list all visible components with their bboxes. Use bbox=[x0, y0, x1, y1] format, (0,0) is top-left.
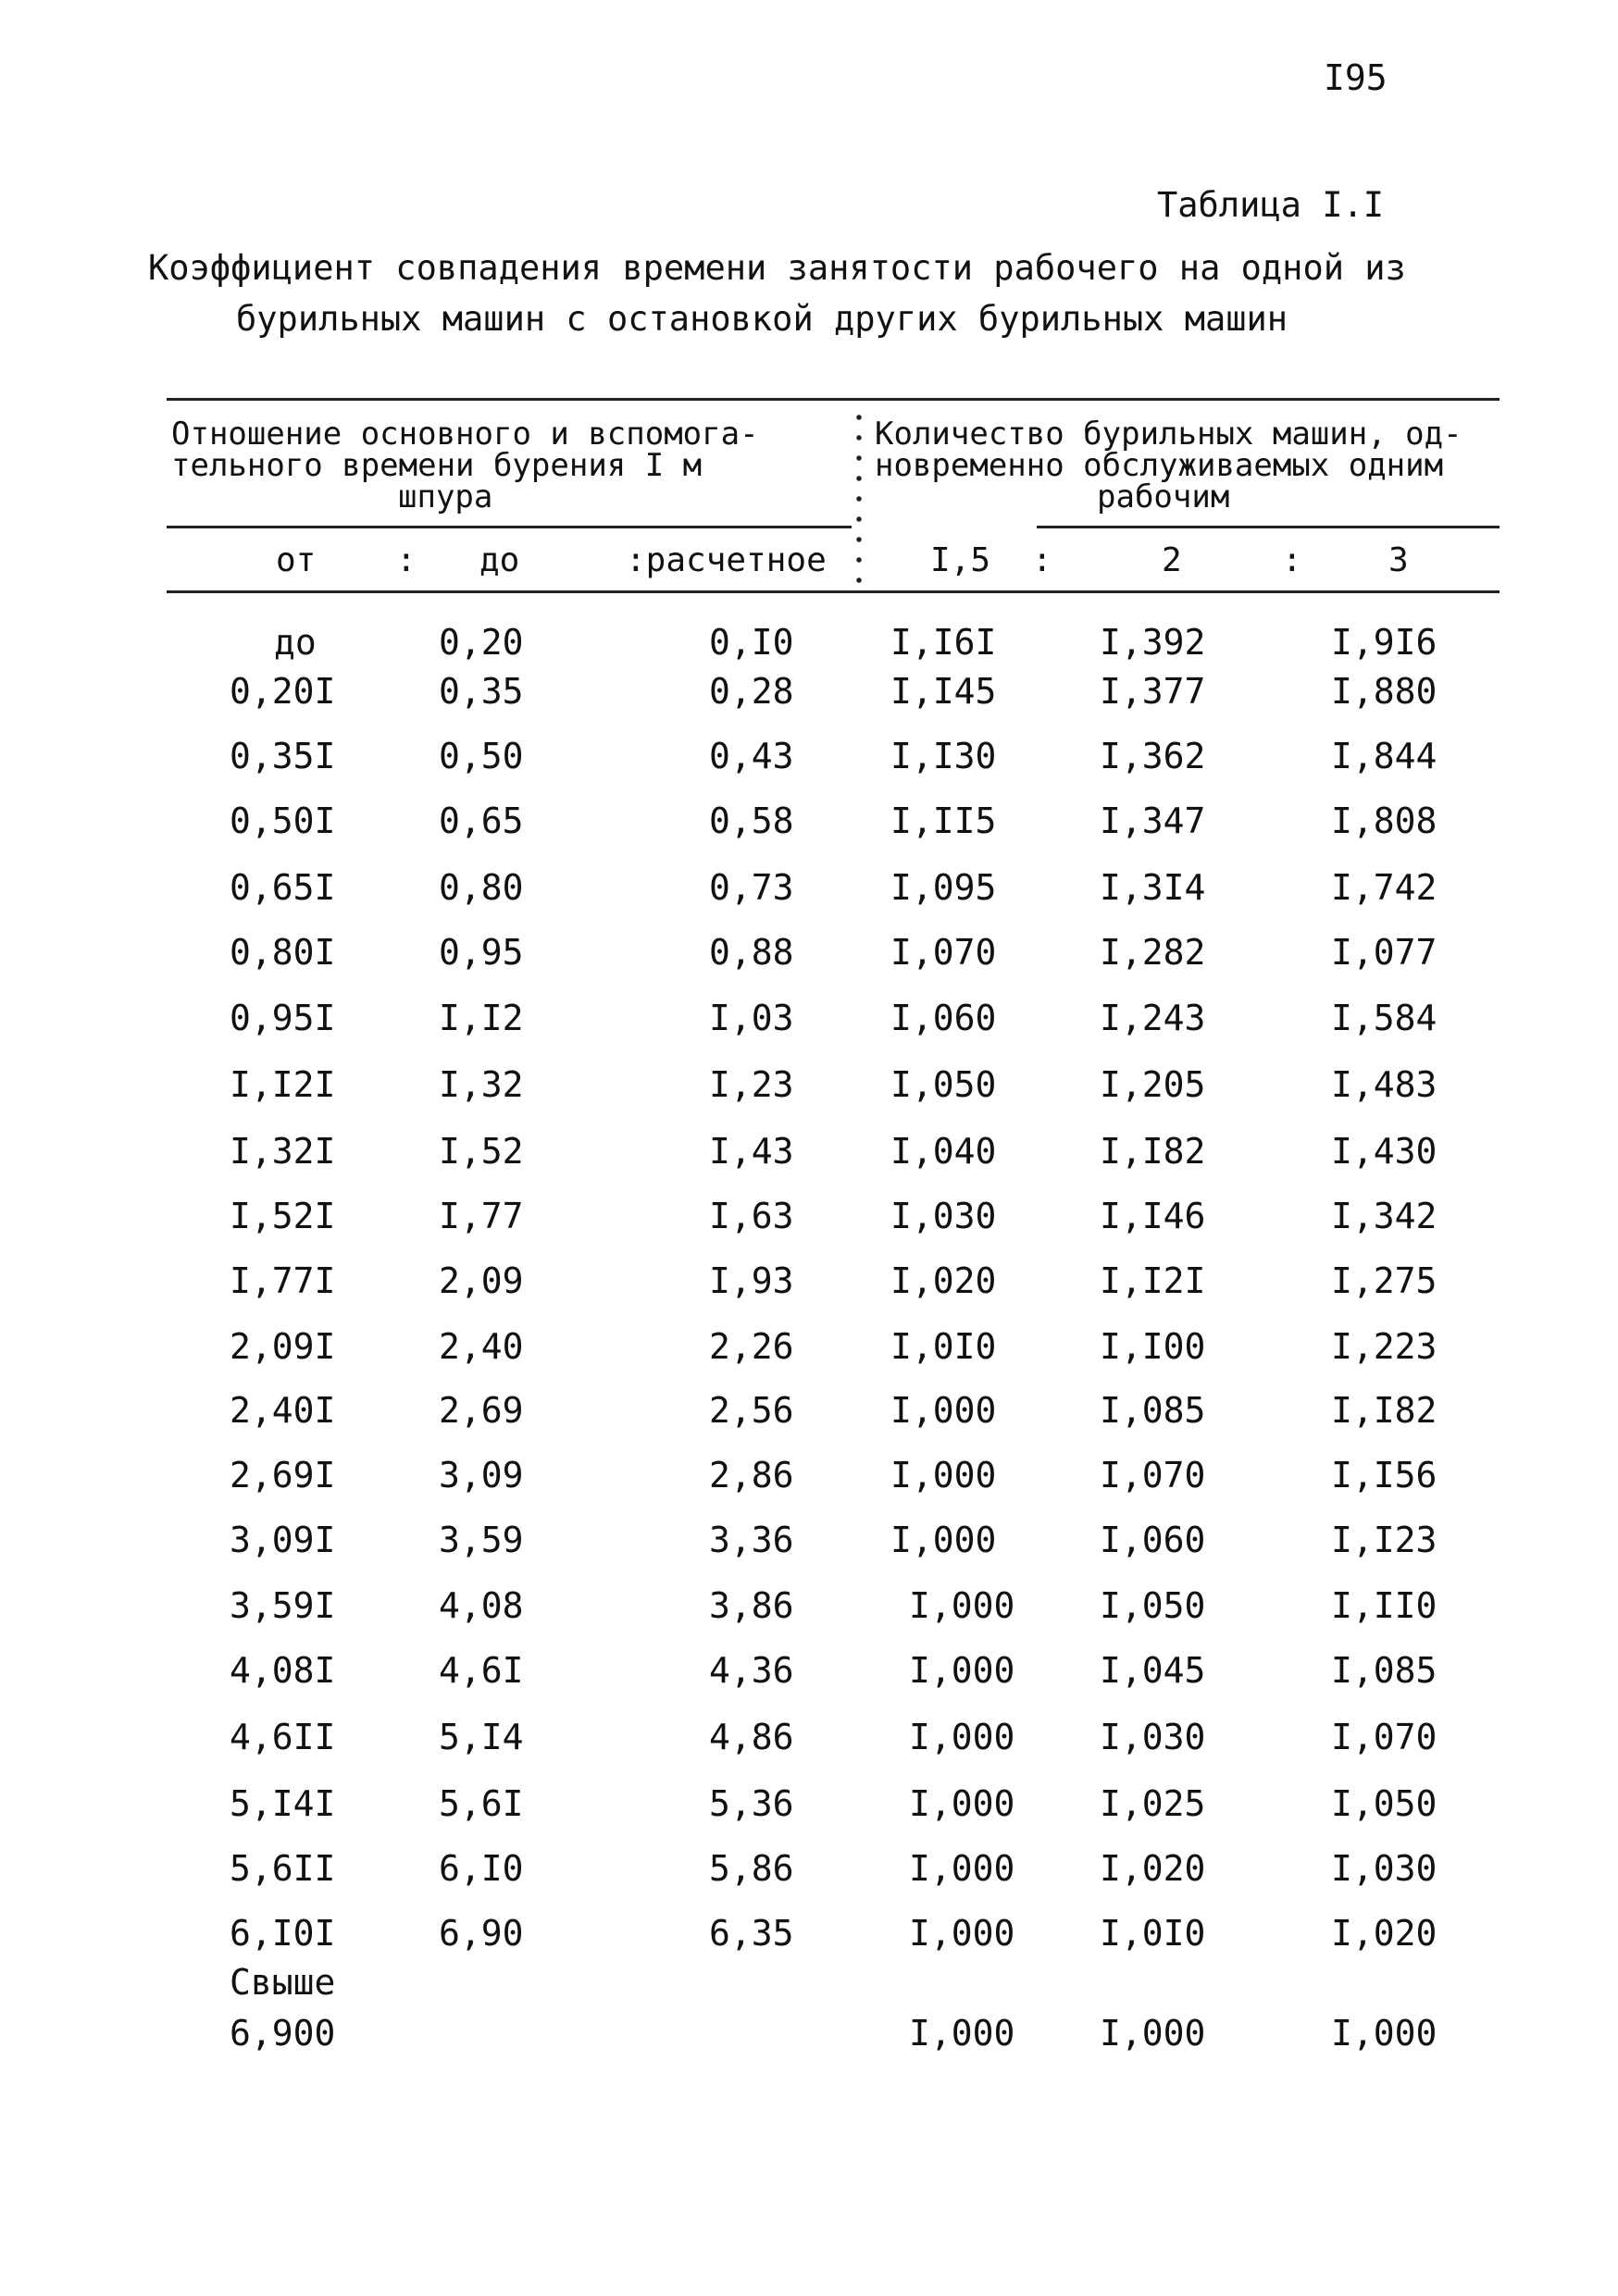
cell-machines-1-5: I,050 bbox=[890, 1064, 997, 1105]
cell-to: 2,40 bbox=[439, 1326, 524, 1367]
cell-calculated: 4,36 bbox=[709, 1650, 794, 1691]
cell-machines-1-5: I,000 bbox=[890, 1520, 997, 1560]
cell-machines-3: I,050 bbox=[1331, 1783, 1438, 1824]
cell-from: I,I2I bbox=[230, 1064, 336, 1105]
cell-machines-1-5: I,000 bbox=[890, 1390, 997, 1431]
table-row bbox=[0, 998, 1618, 1053]
table-row bbox=[0, 1848, 1618, 1904]
cell-calculated: 0,43 bbox=[709, 736, 794, 776]
cell-machines-2: I,085 bbox=[1100, 1390, 1206, 1431]
cell-machines-2: I,I00 bbox=[1100, 1326, 1206, 1367]
table-row bbox=[0, 1326, 1618, 1382]
cell-machines-2: I,392 bbox=[1100, 622, 1206, 663]
subheader-separator: : bbox=[1282, 541, 1302, 579]
cell-machines-1-5: I,000 bbox=[909, 1783, 1015, 1824]
cell-to: 5,I4 bbox=[439, 1717, 524, 1757]
cell-machines-2: I,205 bbox=[1100, 1064, 1206, 1105]
subheader-separator: : bbox=[396, 541, 417, 579]
cell-calculated: 0,73 bbox=[709, 867, 794, 908]
subheader-to: до bbox=[479, 541, 520, 579]
cell-machines-3: I,077 bbox=[1331, 932, 1438, 973]
cell-to: 6,I0 bbox=[439, 1848, 524, 1889]
cell-machines-1-5: I,000 bbox=[890, 1455, 997, 1496]
table-row bbox=[0, 932, 1618, 987]
cell-machines-1-5: I,000 bbox=[909, 1717, 1015, 1757]
table-row bbox=[0, 1650, 1618, 1706]
cell-calculated: 2,56 bbox=[709, 1390, 794, 1431]
table-row bbox=[0, 1783, 1618, 1839]
cell-to: 0,35 bbox=[439, 671, 524, 712]
cell-machines-3: I,000 bbox=[1331, 2013, 1438, 2054]
cell-from: I,52I bbox=[230, 1196, 336, 1236]
cell-machines-3: I,070 bbox=[1331, 1717, 1438, 1757]
cell-from: до bbox=[274, 622, 317, 663]
cell-to: 0,20 bbox=[439, 622, 524, 663]
cell-calculated: 0,28 bbox=[709, 671, 794, 712]
cell-machines-3: I,275 bbox=[1331, 1260, 1438, 1301]
cell-to: 2,09 bbox=[439, 1260, 524, 1301]
cell-machines-2: I,3I4 bbox=[1100, 867, 1206, 908]
cell-from: 0,35I bbox=[230, 736, 336, 776]
cell-machines-3: I,I23 bbox=[1331, 1520, 1438, 1560]
cell-machines-1-5: I,040 bbox=[890, 1131, 997, 1172]
cell-from: I,32I bbox=[230, 1131, 336, 1172]
cell-to: 6,90 bbox=[439, 1913, 524, 1954]
cell-machines-3: I,223 bbox=[1331, 1326, 1438, 1367]
cell-calculated: 3,86 bbox=[709, 1585, 794, 1626]
cell-machines-1-5: I,000 bbox=[909, 1848, 1015, 1889]
table-row bbox=[0, 800, 1618, 856]
table-row-last bbox=[0, 1962, 1618, 2017]
table-label: Таблица I.I bbox=[1157, 185, 1385, 225]
cell-machines-3: I,020 bbox=[1331, 1913, 1438, 1954]
cell-machines-2: I,I82 bbox=[1100, 1131, 1206, 1172]
header-right-line-3: рабочим bbox=[1097, 478, 1230, 515]
cell-machines-1-5: I,000 bbox=[909, 1650, 1015, 1691]
cell-calculated: 5,36 bbox=[709, 1783, 794, 1824]
cell-from: 0,50I bbox=[230, 800, 336, 841]
cell-machines-2: I,060 bbox=[1100, 1520, 1206, 1560]
cell-from: 3,09I bbox=[230, 1520, 336, 1560]
cell-machines-2: I,045 bbox=[1100, 1650, 1206, 1691]
subheader-separator: : bbox=[1032, 541, 1052, 579]
header-left-line-3: шпура bbox=[398, 478, 493, 515]
cell-to: 4,6I bbox=[439, 1650, 524, 1691]
subheader-machines-2: 2 bbox=[1162, 541, 1182, 579]
cell-machines-3: I,I82 bbox=[1331, 1390, 1438, 1431]
subheader-machines-3: 3 bbox=[1388, 541, 1409, 579]
cell-from: I,77I bbox=[230, 1260, 336, 1301]
cell-from: 6,900 bbox=[230, 2013, 336, 2054]
cell-to: 2,69 bbox=[439, 1390, 524, 1431]
table-title-line-2: бурильных машин с остановкой других бурильных машин bbox=[236, 299, 1288, 339]
cell-machines-2: I,070 bbox=[1100, 1455, 1206, 1496]
cell-machines-3: I,030 bbox=[1331, 1848, 1438, 1889]
cell-machines-2: I,030 bbox=[1100, 1717, 1206, 1757]
cell-machines-1-5: I,000 bbox=[909, 1585, 1015, 1626]
cell-machines-2: I,I2I bbox=[1100, 1260, 1206, 1301]
cell-from: Свыше bbox=[230, 1962, 336, 2003]
cell-machines-3: I,9I6 bbox=[1331, 622, 1438, 663]
cell-machines-1-5: I,000 bbox=[909, 2013, 1015, 2054]
cell-from: 0,80I bbox=[230, 932, 336, 973]
cell-machines-1-5: I,020 bbox=[890, 1260, 997, 1301]
cell-to: 0,80 bbox=[439, 867, 524, 908]
table-row bbox=[0, 1390, 1618, 1446]
cell-to: 0,95 bbox=[439, 932, 524, 973]
header-left-line-2: тельного времени бурения I м bbox=[171, 447, 703, 484]
cell-calculated: 0,88 bbox=[709, 932, 794, 973]
cell-machines-1-5: I,060 bbox=[890, 998, 997, 1038]
cell-to: 5,6I bbox=[439, 1783, 524, 1824]
cell-from: 0,95I bbox=[230, 998, 336, 1038]
cell-machines-3: I,342 bbox=[1331, 1196, 1438, 1236]
cell-calculated: I,63 bbox=[709, 1196, 794, 1236]
header-right-line-1: Количество бурильных машин, од- bbox=[875, 416, 1462, 453]
cell-machines-2: I,347 bbox=[1100, 800, 1206, 841]
header-left-line-1: Отношение основного и вспомога- bbox=[171, 416, 759, 453]
header-right-rule bbox=[1037, 526, 1500, 528]
cell-from: 0,20I bbox=[230, 671, 336, 712]
table-row bbox=[0, 1064, 1618, 1120]
table-row bbox=[0, 1131, 1618, 1186]
table-row bbox=[0, 1585, 1618, 1641]
cell-machines-1-5: I,030 bbox=[890, 1196, 997, 1236]
cell-from: 4,08I bbox=[230, 1650, 336, 1691]
cell-to: I,32 bbox=[439, 1064, 524, 1105]
cell-machines-1-5: I,0I0 bbox=[890, 1326, 997, 1367]
cell-calculated: 4,86 bbox=[709, 1717, 794, 1757]
cell-calculated: 0,I0 bbox=[709, 622, 794, 663]
cell-machines-3: I,483 bbox=[1331, 1064, 1438, 1105]
cell-from: 4,6II bbox=[230, 1717, 336, 1757]
cell-calculated: 2,26 bbox=[709, 1326, 794, 1367]
cell-calculated: I,23 bbox=[709, 1064, 794, 1105]
cell-calculated: 6,35 bbox=[709, 1913, 794, 1954]
table-top-rule bbox=[167, 398, 1500, 401]
cell-from: 2,09I bbox=[230, 1326, 336, 1367]
cell-to: 0,65 bbox=[439, 800, 524, 841]
cell-machines-3: I,844 bbox=[1331, 736, 1438, 776]
cell-machines-2: I,243 bbox=[1100, 998, 1206, 1038]
cell-machines-1-5: I,095 bbox=[890, 867, 997, 908]
cell-from: 6,I0I bbox=[230, 1913, 336, 1954]
cell-machines-3: I,085 bbox=[1331, 1650, 1438, 1691]
cell-from: 5,6II bbox=[230, 1848, 336, 1889]
cell-machines-2: I,0I0 bbox=[1100, 1913, 1206, 1954]
subheader-calculated: :расчетное bbox=[626, 541, 827, 579]
cell-calculated: 3,36 bbox=[709, 1520, 794, 1560]
cell-machines-2: I,362 bbox=[1100, 736, 1206, 776]
cell-from: 2,40I bbox=[230, 1390, 336, 1431]
cell-to: I,77 bbox=[439, 1196, 524, 1236]
cell-to: 0,50 bbox=[439, 736, 524, 776]
cell-machines-3: I,808 bbox=[1331, 800, 1438, 841]
cell-machines-2: I,020 bbox=[1100, 1848, 1206, 1889]
cell-calculated: I,93 bbox=[709, 1260, 794, 1301]
cell-machines-1-5: I,070 bbox=[890, 932, 997, 973]
cell-calculated: 0,58 bbox=[709, 800, 794, 841]
subheader-machines-1-5: I,5 bbox=[930, 541, 991, 579]
cell-to: I,52 bbox=[439, 1131, 524, 1172]
cell-from: 3,59I bbox=[230, 1585, 336, 1626]
cell-machines-1-5: I,000 bbox=[909, 1913, 1015, 1954]
cell-machines-1-5: I,I45 bbox=[890, 671, 997, 712]
cell-machines-2: I,282 bbox=[1100, 932, 1206, 973]
cell-to: 4,08 bbox=[439, 1585, 524, 1626]
table-row bbox=[0, 1520, 1618, 1575]
table-row bbox=[0, 1455, 1618, 1510]
table-row bbox=[0, 671, 1618, 726]
page-number: I95 bbox=[1324, 57, 1388, 98]
table-row bbox=[0, 867, 1618, 923]
table-row bbox=[0, 736, 1618, 791]
header-column-divider bbox=[856, 407, 862, 592]
cell-from: 2,69I bbox=[230, 1455, 336, 1496]
table-row-last-values bbox=[0, 2013, 1618, 2068]
cell-to: 3,59 bbox=[439, 1520, 524, 1560]
cell-machines-1-5: I,I30 bbox=[890, 736, 997, 776]
subheader-from: от bbox=[276, 541, 317, 579]
cell-machines-3: I,742 bbox=[1331, 867, 1438, 908]
cell-from: 5,I4I bbox=[230, 1783, 336, 1824]
header-right-line-2: новременно обслуживаемых одним bbox=[875, 447, 1444, 484]
table-row bbox=[0, 1196, 1618, 1251]
cell-machines-1-5: I,II5 bbox=[890, 800, 997, 841]
cell-calculated: I,03 bbox=[709, 998, 794, 1038]
cell-machines-1-5: I,I6I bbox=[890, 622, 997, 663]
cell-machines-2: I,377 bbox=[1100, 671, 1206, 712]
cell-to: 3,09 bbox=[439, 1455, 524, 1496]
table-title-line-1: Коэффициент совпадения времени занятости рабочего на одной из bbox=[148, 248, 1406, 288]
cell-machines-2: I,000 bbox=[1100, 2013, 1206, 2054]
cell-calculated: 5,86 bbox=[709, 1848, 794, 1889]
cell-from: 0,65I bbox=[230, 867, 336, 908]
cell-machines-2: I,I46 bbox=[1100, 1196, 1206, 1236]
cell-machines-3: I,II0 bbox=[1331, 1585, 1438, 1626]
cell-machines-3: I,I56 bbox=[1331, 1455, 1438, 1496]
cell-machines-3: I,880 bbox=[1331, 671, 1438, 712]
cell-calculated: 2,86 bbox=[709, 1455, 794, 1496]
table-row bbox=[0, 1260, 1618, 1316]
cell-machines-3: I,584 bbox=[1331, 998, 1438, 1038]
table-row bbox=[0, 622, 1618, 677]
cell-calculated: I,43 bbox=[709, 1131, 794, 1172]
table-row bbox=[0, 1913, 1618, 1968]
header-left-rule bbox=[167, 526, 852, 528]
cell-machines-2: I,025 bbox=[1100, 1783, 1206, 1824]
table-row bbox=[0, 1717, 1618, 1772]
cell-machines-3: I,430 bbox=[1331, 1131, 1438, 1172]
header-bottom-rule bbox=[167, 590, 1500, 593]
cell-to: I,I2 bbox=[439, 998, 524, 1038]
cell-machines-2: I,050 bbox=[1100, 1585, 1206, 1626]
